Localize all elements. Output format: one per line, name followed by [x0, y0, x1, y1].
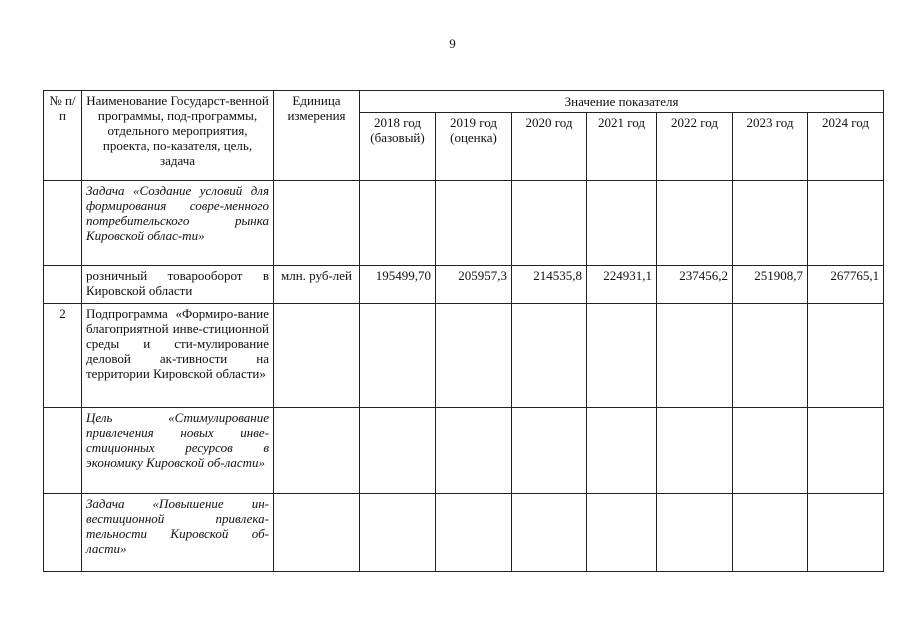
- table-row: [44, 266, 884, 304]
- row-value: [436, 304, 512, 408]
- row-value: 195499,70: [360, 266, 436, 304]
- row-value: 205957,3: [436, 266, 512, 304]
- row-value: [733, 304, 808, 408]
- row-value: [360, 304, 436, 408]
- row-value: [587, 494, 657, 572]
- row-value: [360, 408, 436, 494]
- header-year: 2019 год (оценка): [436, 113, 512, 181]
- row-value: [657, 304, 733, 408]
- row-value: 267765,1: [808, 266, 884, 304]
- row-value: 237456,2: [657, 266, 733, 304]
- row-value: [512, 304, 587, 408]
- row-value: [587, 181, 657, 266]
- row-value: [360, 181, 436, 266]
- row-num: [44, 408, 82, 494]
- row-unit: [274, 181, 360, 266]
- row-value: [733, 494, 808, 572]
- page-number: 9: [449, 36, 456, 51]
- table-row: [44, 304, 884, 408]
- row-unit: млн. руб-лей: [274, 266, 360, 304]
- row-value: [657, 181, 733, 266]
- row-value: [512, 494, 587, 572]
- row-value: [436, 494, 512, 572]
- header-value-group: Значение показателя: [360, 91, 884, 113]
- row-value: [436, 408, 512, 494]
- row-unit: [274, 408, 360, 494]
- row-value: [512, 408, 587, 494]
- row-value: [808, 408, 884, 494]
- row-num: [44, 266, 82, 304]
- row-unit: [274, 304, 360, 408]
- header-year: 2020 год: [512, 113, 587, 181]
- header-num: № п/п: [44, 91, 82, 181]
- row-name: Задача «Создание условий для формирования совре-менного потребительского рынка Кировской облас-ти»: [82, 181, 274, 266]
- row-num: [44, 494, 82, 572]
- row-name: Подпрограмма «Формиро-вание благоприятной инве-стиционной среды и сти-мулирование деловой ак-тивности на территории Кировской области»: [82, 304, 274, 408]
- row-num: 2: [44, 304, 82, 408]
- table-row: [44, 408, 884, 494]
- header-year: 2021 год: [587, 113, 657, 181]
- row-value: [587, 408, 657, 494]
- row-value: 251908,7: [733, 266, 808, 304]
- row-value: [657, 494, 733, 572]
- table-row: [44, 181, 884, 266]
- row-value: [808, 304, 884, 408]
- header-year: 2024 год: [808, 113, 884, 181]
- row-value: [436, 181, 512, 266]
- row-value: [808, 181, 884, 266]
- row-value: [360, 494, 436, 572]
- row-name: Задача «Повышение ин-вестиционной привлека-тельности Кировской об-ласти»: [82, 494, 274, 572]
- row-name: Цель «Стимулирование привлечения новых инве-стиционных ресурсов в экономику Кировской об-ласти»: [82, 408, 274, 494]
- row-value: [587, 304, 657, 408]
- row-value: 214535,8: [512, 266, 587, 304]
- header-unit: Единица измерения: [274, 91, 360, 181]
- row-value: [808, 494, 884, 572]
- header-year: 2023 год: [733, 113, 808, 181]
- header-name: Наименование Государст-венной программы, под-программы, отдельного мероприятия, проекта, по-казателя, цель, задача: [82, 91, 274, 181]
- row-value: [657, 408, 733, 494]
- row-value: [733, 408, 808, 494]
- row-value: 224931,1: [587, 266, 657, 304]
- header-year: 2022 год: [657, 113, 733, 181]
- row-num: [44, 181, 82, 266]
- row-name: розничный товарооборот в Кировской области: [82, 266, 274, 304]
- row-value: [733, 181, 808, 266]
- row-unit: [274, 494, 360, 572]
- table-row: [44, 494, 884, 572]
- header-row: [44, 91, 884, 113]
- indicator-table: [43, 90, 884, 572]
- row-value: [512, 181, 587, 266]
- header-year: 2018 год (базовый): [360, 113, 436, 181]
